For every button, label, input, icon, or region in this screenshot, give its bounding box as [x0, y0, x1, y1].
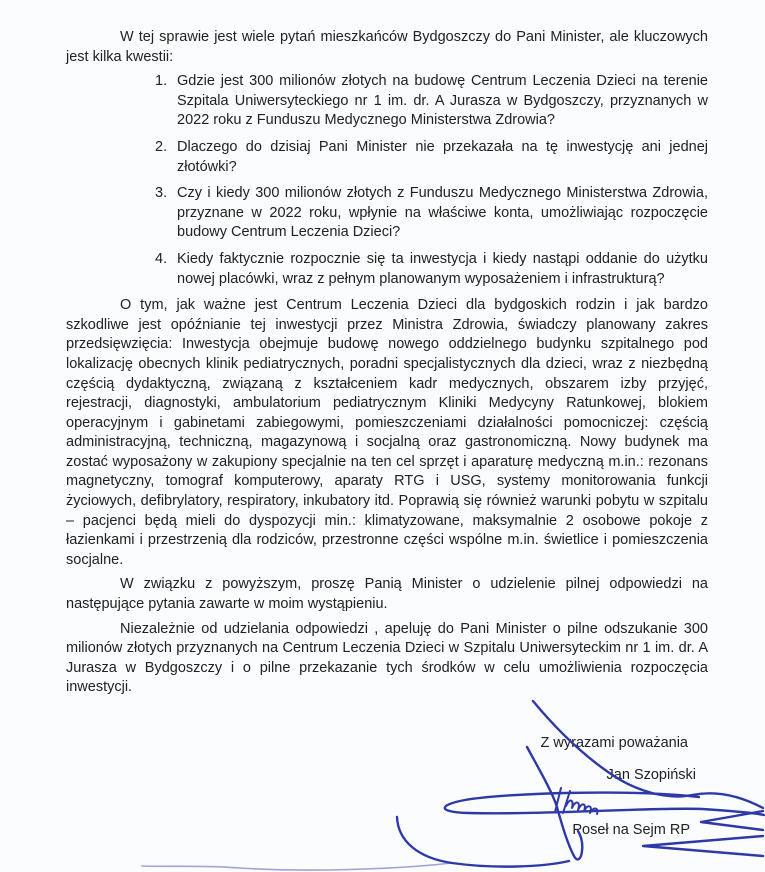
- question-number: 1.: [155, 73, 168, 90]
- question-number: 4.: [155, 250, 168, 267]
- appeal-paragraph: Niezależnie od udzielania odpowiedzi , apeluję do Pani Minister o pilne odszukanie 300 milionów złotych przyznanych na Centrum Leczenia Dzieci w Szpitalu Uniwersyteckim nr 1 im. dr. A Jurasza w Bydgoszczy i o pilne przekazanie tych środków w celu umożliwienia rozpoczęcia inwestycji.: [66, 620, 708, 696]
- question-text: Czy i kiedy 300 milionów złotych z Funduszu Medycznego Ministerstwa Zdrowia, przyznane w 2022 roku, wpłynie na właściwe konta, umożliwiając rozpoczęcie budowy Centrum Leczenia Dzieci?: [177, 185, 708, 241]
- question-item-2: [66, 138, 708, 177]
- question-item-1: [66, 72, 708, 131]
- intro-paragraph: W tej sprawie jest wiele pytań mieszkańców Bydgoszczy do Pani Minister, ale kluczowych jest kilka kwestii:: [66, 29, 708, 65]
- question-item-3: [66, 184, 708, 243]
- question-number: 2.: [155, 138, 168, 155]
- question-text: Kiedy faktycznie rozpocznie się ta inwestycja i kiedy nastąpi oddanie do użytku nowej placówki, wraz z pełnym planowanym wyposażeniem i infrastrukturą?: [177, 250, 708, 287]
- signer-title: Poseł na Sejm RP: [572, 822, 690, 838]
- request-paragraph: W związku z powyższym, proszę Panią Minister o udzielenie pilnej odpowiedzi na następujące pytania zawarte w moim wystąpieniu.: [66, 576, 708, 613]
- signer-name: Jan Szopiński: [606, 767, 696, 783]
- question-item-4: [66, 250, 708, 289]
- question-number: 3.: [155, 185, 168, 202]
- valediction: Z wyrazami poważania: [540, 735, 688, 751]
- letter-body: [66, 28, 708, 703]
- scope-paragraph: O tym, jak ważne jest Centrum Leczenia Dzieci dla bydgoskich rodzin i jak bardzo szkodliwe jest opóźnianie tej inwestycji przez Ministra Zdrowia, świadczy planowany zakres przedsięwzięcia: Inwestycja obejmuje budowę nowego oddzielnego budynku szpitalnego pod lokalizację obecnych klinik pediatrycznych, poradni specjalistycznych dla dzieci, wraz z niezbędną częścią dydaktyczną, związaną z kształceniem kadr medycznych, obszarem izby przyjęć, rejestracji, diagnostyki, ambulatorium pediatrycznym Kliniki Medycyny Ratunkowej, blokiem operacyjnym i gabinetami zabiegowymi, pomieszczeniami działalności pomocniczej: częścią administracyjną, techniczną, magazynową i socjalną oraz gastronomiczną. Nowy budynek ma zostać wyposażony w zakupiony specjalnie na ten cel sprzęt i aparaturę medyczną m.in.: rezonans magnetyczny, tomograf komputerowy, aparaty RTG i USG, systemy monitorowania funkcji życiowych, defibrylatory, respiratory, inkubatory itd. Poprawią się również warunki pobytu w szpitalu – pacjenci będą mieli do dyspozycji min.: klimatyzowane, maksymalnie 2 osobowe pokoje z łazienkami i przestrzenią dla rodziców, przestronne części wspólne m.in. świetlice i pomieszczenia socjalne.: [66, 297, 708, 568]
- question-text: Gdzie jest 300 milionów złotych na budowę Centrum Leczenia Dzieci na terenie Szpitala Uniwersyteckiego nr 1 im. dr. A Jurasza w Bydgoszczy, przyznanych w 2022 roku z Funduszu Medycznego Ministerstwa Zdrowia?: [177, 73, 708, 129]
- question-text: Dlaczego do dzisiaj Pani Minister nie przekazała na tę inwestycję ani jednej złotówki?: [177, 138, 708, 175]
